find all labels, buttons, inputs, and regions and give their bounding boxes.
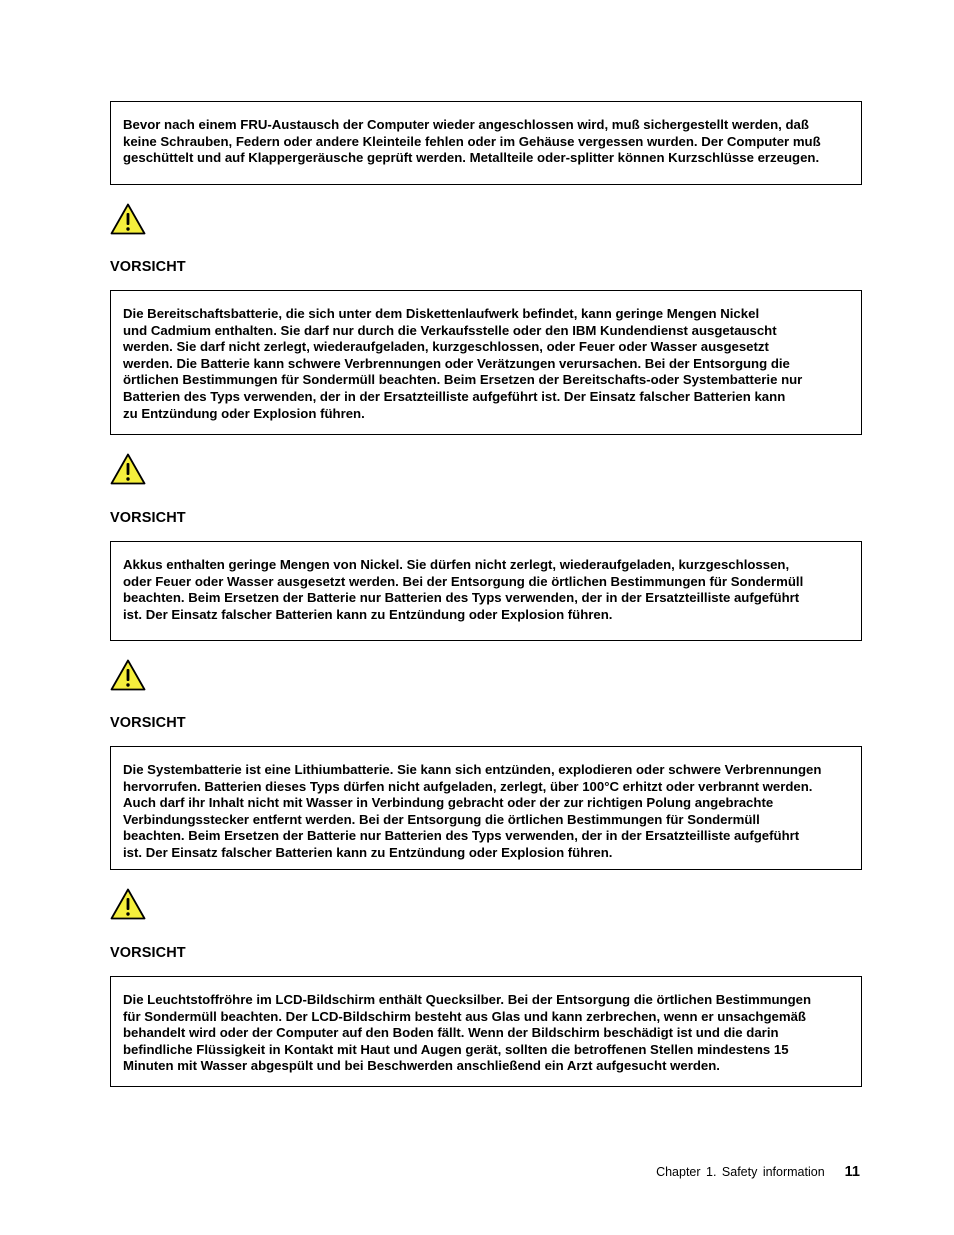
warning-icon — [110, 888, 146, 920]
caution-text-lithium-battery: Die Systembatterie ist eine Lithiumbatterie. Sie kann sich entzünden, explodieren oder schwere Verbrennungen hervorrufen. Batterien dieses Typs dürfen nicht aufgeladen, zerlegt, über 100°C erhitzt oder verbrannt werden. Auch darf ihr Inhalt nicht mit Wasser in Verbindung gebracht oder der zur richtigen Polung angebrachte Verbindungsstecker entfernt werden. Bei der Entsorgung die örtlichen Bestimmungen für Sondermüll beachten. Beim Ersetzen der Batterie nur Batterien des Typs verwenden, der in der Ersatzteilliste aufgeführt ist. Der Einsatz falscher Batterien kann zu Entzündung oder Explosion führen. — [123, 762, 822, 860]
caution-text-nickel-battery: Akkus enthalten geringe Mengen von Nickel. Sie dürfen nicht zerlegt, wiederaufgeladen, kurzgeschlossen, oder Feuer oder Wasser ausgesetzt werden. Bei der Entsorgung die örtlichen Bestimmungen für Sondermüll beachten. Beim Ersetzen der Batterie nur Batterien des Typs verwenden, der in der Ersatzteilliste aufgeführt ist. Der Einsatz falscher Batterien kann zu Entzündung oder Explosion führen. — [123, 557, 804, 622]
caution-heading: VORSICHT — [110, 510, 186, 526]
caution-heading: VORSICHT — [110, 715, 186, 731]
caution-heading: VORSICHT — [110, 259, 186, 275]
caution-text-standby-battery: Die Bereitschaftsbatterie, die sich unter dem Diskettenlaufwerk befindet, kann geringe Mengen Nickel und Cadmium enthalten. Sie darf nur durch die Verkaufsstelle oder den IBM Kundendienst ausgetauscht werden. Sie darf nicht zerlegt, wiederaufgeladen, kurzgeschlossen, oder Feuer oder Wasser ausgesetzt werden. Die Batterie kann schwere Verbrennungen oder Verätzungen verursachen. Bei der Entsorgung die örtlichen Bestimmungen für Sondermüll beachten. Beim Ersetzen der Bereitschafts-oder Systembatterie nur Batterien des Typs verwenden, der in der Ersatzteilliste aufgeführt ist. Der Einsatz falscher Batterien kann zu Entzündung oder Explosion führen. — [123, 306, 803, 421]
caution-heading: VORSICHT — [110, 945, 186, 961]
caution-box-standby-battery — [110, 290, 862, 435]
footer-chapter-title: Chapter 1. Safety information — [656, 1165, 825, 1179]
warning-icon — [110, 659, 146, 691]
caution-box-lithium-battery — [110, 746, 862, 870]
notice-box-fru — [110, 101, 862, 185]
warning-icon — [110, 203, 146, 235]
notice-text-fru: Bevor nach einem FRU-Austausch der Computer wieder angeschlossen wird, muß sichergestellt werden, daß keine Schrauben, Federn oder andere Kleinteile fehlen oder im Gehäuse vergessen wurden. Der Computer muß geschüttelt und auf Klappergeräusche geprüft werden. Metallteile oder-splitter können Kurzschlüsse erzeugen. — [123, 117, 821, 166]
page-footer — [656, 1164, 860, 1180]
page-number: 11 — [844, 1164, 860, 1180]
caution-text-lcd-mercury: Die Leuchtstoffröhre im LCD-Bildschirm enthält Quecksilber. Bei der Entsorgung die örtlichen Bestimmungen für Sondermüll beachten. Der LCD-Bildschirm besteht aus Glas und kann zerbrechen, wenn er unsachgemäß behandelt wird oder der Computer auf den Boden fällt. Wenn der Bildschirm beschädigt ist und die darin befindliche Flüssigkeit in Kontakt mit Haut und Augen gerät, sollten die betroffenen Stellen mindestens 15 Minuten mit Wasser abgespült und bei Beschwerden anschließend ein Arzt aufgesucht werden. — [123, 992, 812, 1074]
warning-icon — [110, 453, 146, 485]
caution-box-nickel-battery — [110, 541, 862, 641]
caution-box-lcd-mercury — [110, 976, 862, 1087]
